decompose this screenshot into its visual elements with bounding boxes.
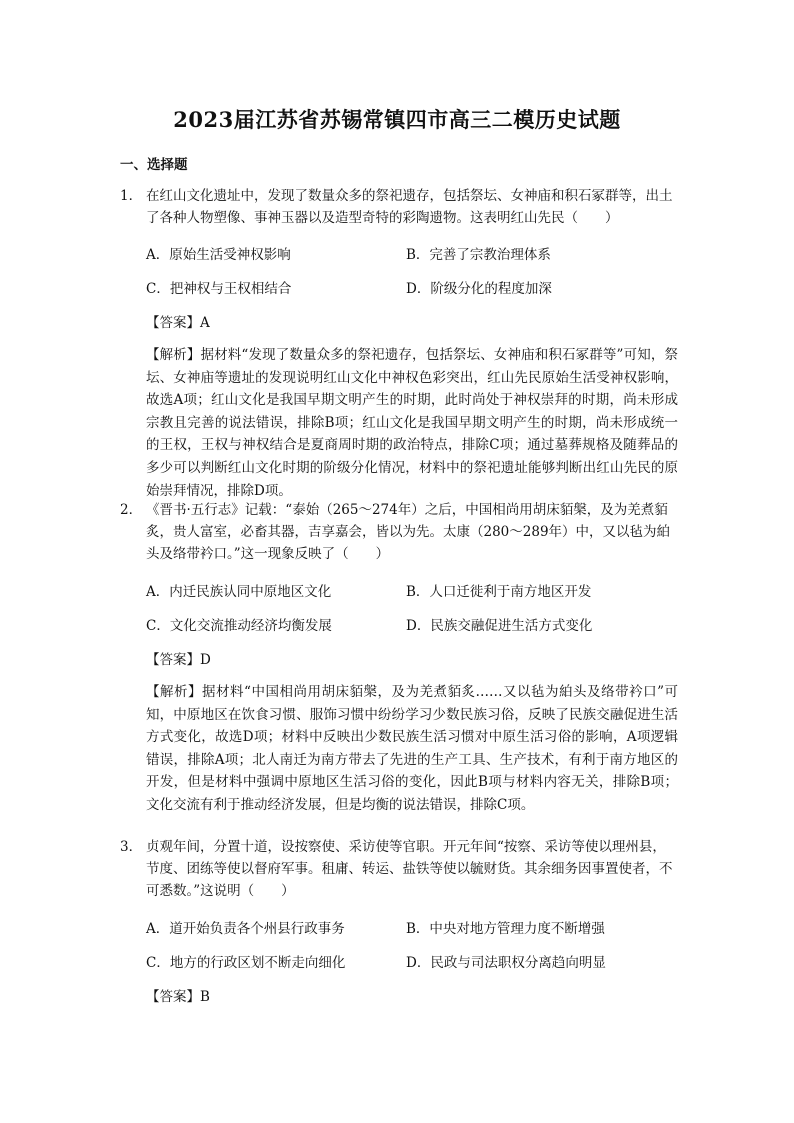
option-a: A．道开始负责各个州县行政事务 [146,921,345,937]
page-title: 2023届江苏省苏锡常镇四市高三二模历史试题 [173,107,621,132]
option-d: D．民族交融促进生活方式变化 [406,618,593,634]
option-b: B．中央对地方管理力度不断增强 [406,921,605,937]
option-a: A．原始生活受神权影响 [146,247,291,263]
analysis-paragraph: 【解析】据材料“发现了数量众多的祭祀遗存，包括祭坛、女神庙和积石冢群等”可知，祭坛、女神庙等遗址的发现说明红山文化中神权色彩突出，红山先民原始生活受神权影响，故选A项；红山文化是我国早期文明产生的时期，此时尚处于神权崇拜的时期，尚未形成宗教且完善的说法错误，排除B项；红山文化是我国早期文明产生的时期，尚未形成统一的王权，王权与神权结合是夏商周时期的政治特点，排除C项；通过墓葬规格及随葬品的多少可以判断红山文化时期的阶级分化情况，材料中的祭祀遗址能够判断出红山先民的原始崇拜情况，排除D项。 [146,347,678,499]
option-d: D．阶级分化的程度加深 [406,281,552,297]
question-number: 2． [120,502,143,518]
option-b: B．完善了宗教治理体系 [406,247,551,263]
question-3-stem [120,836,676,902]
option-c: C．地方的行政区划不断走向细化 [146,955,346,971]
question-2-stem [120,499,676,565]
option-c: C．把神权与王权相结合 [146,281,292,297]
question-number: 1． [120,188,143,204]
question-text: 贞观年间，分置十道，设按察使、采访使等官职。开元年间“按察、采访等使以理州县，节度、团练等使以督府军事。租庸、转运、盐铁等使以毓财货。其余细务因事置使者，不可悉数。”这说明（ ） [146,839,673,899]
question-text: 《晋书·五行志》记载：“泰始（265～274年）之后，中国相尚用胡床貊槃，及为羌煮貊炙，贵人富室，必畜其器，吉享嘉会，皆以为先。太康（280～289年）中，又以毡为絈头及络带衿口。”这一现象反映了（ ） [146,502,671,562]
section-heading: 一、选择题 [120,157,188,173]
answer-line: 【答案】B [146,989,210,1005]
option-d: D．民政与司法职权分离趋向明显 [406,955,606,971]
answer-line: 【答案】D [146,652,211,668]
analysis-paragraph: 【解析】据材料“中国相尚用胡床貊槃，及为羌煮貊炙……又以毡为絈头及络带衿口”可知，中原地区在饮食习惯、服饰习惯中纷纷学习少数民族习俗，反映了民族交融促进生活方式变化，故选D项；材料中反映出少数民族生活习惯对中原生活习俗的影响，A项逻辑错误，排除A项；北人南迁为南方带去了先进的生产工具、生产技术，有利于南方地区的开发，但是材料中强调中原地区生活习俗的变化，因此B项与材料内容无关，排除B项；文化交流有利于推动经济发展，但是均衡的说法错误，排除C项。 [146,684,678,813]
answer-line: 【答案】A [146,315,210,331]
option-b: B．人口迁徙利于南方地区开发 [406,584,592,600]
question-number: 3． [120,839,143,855]
option-c: C．文化交流推动经济均衡发展 [146,618,332,634]
question-text: 在红山文化遗址中，发现了数量众多的祭祀遗存，包括祭坛、女神庙和积石冢群等，出土了各种人物塑像、事神玉器以及造型奇特的彩陶遗物。这表明红山先民（ ） [146,188,673,226]
option-a: A．内迁民族认同中原地区文化 [146,584,332,600]
question-1-stem [120,185,676,229]
